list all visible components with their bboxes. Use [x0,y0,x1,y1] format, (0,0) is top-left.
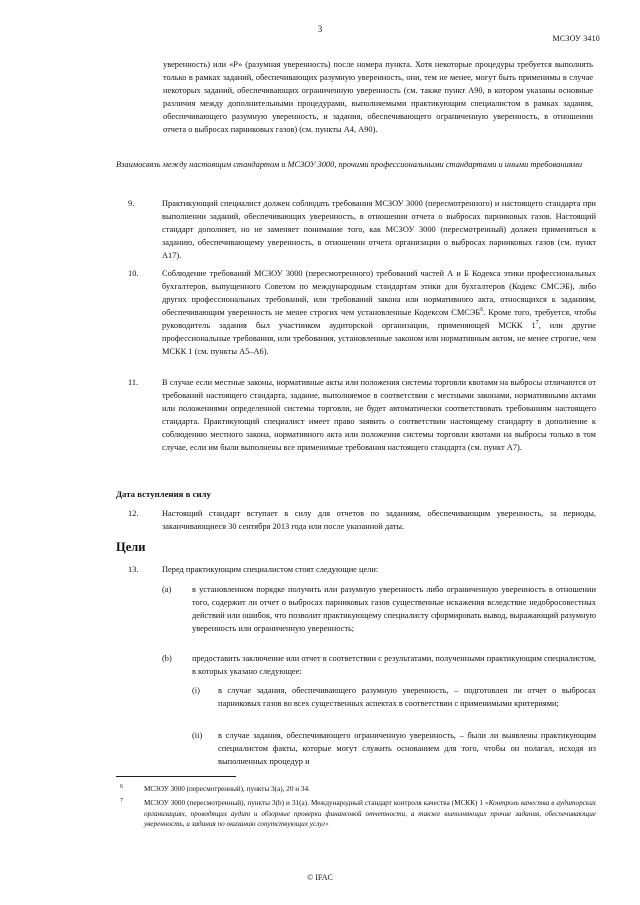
list-item-ii [192,729,596,768]
paragraph-10 [116,267,596,358]
continuation-paragraph: уверенность) или «Р» (разумная уверенность) после номера пункта. Хотя некоторые процедуры требуется выполнять только в рамках заданий, обеспечивающих разумную уверенность, они, тем не менее, могут быть применимы в случае некоторых заданий, обеспечивающих ограниченную уверенность (см. также пункт А90, в котором указаны основные различия между дополнительными процедурами, выполняемыми практикующим специалистом в рамках задания, обеспечивающего разумную уверенность, и задания, обеспечивающего ограниченную уверенность, в отношении отчета о выбросах парниковых газов) (см. пункты А4, А90). [163,60,593,134]
list-label: (i) [192,686,200,695]
footnote-text: МСЗОУ 3000 (пересмотренный), пункты 3(а), 20 и 34. [144,785,310,793]
list-text: в случае задания, обеспечивающего ограниченную уверенность, – были ли выявлены практикующим специалистом факты, которые могут служить основанием для того, чтобы он полагал, исходя из выполненных процедур и [218,731,596,766]
footnote-ref-6[interactable]: 6 [480,307,484,314]
paragraph-number: 10. [128,269,139,278]
copyright-footer: © IFAC [307,873,333,882]
document-code: МСЗОУ 3410 [552,34,600,43]
footnote-ref-7[interactable]: 7 [535,320,539,327]
paragraph-12 [116,507,596,533]
paragraph-text: Настоящий стандарт вступает в силу для отчетов по заданиям, обеспечивающим уверенность, за периоды, заканчивающиеся 30 сентября 2013 года или после указанной даты. [162,509,596,531]
footnote-divider [116,776,236,777]
footnote-text: МСЗОУ 3000 (пересмотренный), пункты 3(b) и 31(а). Международный стандарт контроля качества (МСКК) 1 «Контроль качества в аудиторских организациях, проводящих аудит и обзорные проверки финансовой отчетности, а также выполняющих прочие задания, обеспечивающие уверенность, и задания по оказанию сопутствующих услуг» [144,799,596,828]
list-item-b [162,652,596,678]
footnote-7 [116,798,596,830]
footnote-mark: 7 [120,798,123,804]
section-subheading: Взаимосвязь между настоящим стандартом и МСЗОУ 3000, прочими профессиональными стандартами и иными требованиями [116,160,583,169]
list-label: (b) [162,654,172,663]
paragraph-13 [116,563,596,576]
list-text: в установленном порядке получить или разумную уверенность либо ограниченную уверенность в отношении того, содержит ли отчет о выбросах парниковых газов существенные искажения вследствие недобросовестных действий или ошибок, что позволит практикующему специалисту сформировать вывод, выражающий разумную уверенность или ограниченную уверенность; [192,585,596,633]
paragraph-number: 12. [128,509,139,518]
heading-effective-date: Дата вступления в силу [116,489,211,499]
paragraph-text: В случае если местные законы, нормативные акты или положения системы торговли квотами на выбросы отличаются от требований настоящего стандарта, задание, выполняемое в соответствии с местными законами, нормативными актами или положениями определенной системы торговли, не будет автоматически соответствовать требованиям настоящего стандарта. Практикующий специалист имеет право заявить о соответствии настоящему стандарту в дополнение к соблюдению местного закона, нормативного акта или положения системы торговли квотами на выбросы только в том случае, если им были выполнены все применимые требования настоящего стандарта (см. пункт А7). [162,378,596,452]
list-item-i [192,684,596,710]
paragraph-number: 11. [128,378,139,387]
paragraph-9 [116,197,596,262]
footnote-mark: 6 [120,784,123,790]
paragraph-11 [116,376,596,454]
page-number: 3 [317,24,323,34]
paragraph-number: 9. [128,199,135,208]
list-text: предоставить заключение или отчет в соответствии с результатами, полученными практикующим специалистом, в которых указано следующее: [192,654,596,676]
paragraph-text: Перед практикующим специалистом стоят следующие цели: [162,565,379,574]
paragraph-number: 13. [128,565,139,574]
footnote-6 [116,784,596,795]
list-label: (ii) [192,731,203,740]
paragraph-text: Соблюдение требований МСЗОУ 3000 (пересмотренного) требований частей А и Б Кодекса этики профессиональных бухгалтеров, выпущенного Советом по международным стандартам этики для бухгалтеров (Кодекс СМСЭБ), либо других профессиональных требований, или требований закона или нормативного акта, относящихся к заданиям, обеспечивающим уверенность не менее строгих чем установленные Кодексом СМСЭБ$^6$. Кроме того, требуется, чтобы руководитель задания был участником аудиторской организации, применяющей МСКК $1^7$, или другие профессиональные требования, или требования, установленные законом или нормативным актом, не менее строгие, чем МСКК 1 (см. пункты А5–А6). [162,269,596,356]
list-item-a [162,583,596,635]
list-text: в случае задания, обеспечивающего разумную уверенность, – подготовлен ли отчет о выбросах парниковых газов во всех существенных аспектах в соответствии с применимыми критериями; [218,686,596,708]
paragraph-text: Практикующий специалист должен соблюдать требования МСЗОУ 3000 (пересмотренного) и настоящего стандарта при выполнении заданий, обеспечивающих уверенность, в отношении отчета о выбросах парниковых газов. Настоящий стандарт дополняет, но не заменяет понимание того, как МСЗОУ 3000 (пересмотренный) должен применяться к заданию, обеспечивающему уверенность, в отношении отчета организации о выбросах парниковых газов (см. пункт А17). [162,199,596,260]
list-label: (a) [162,585,172,594]
heading-goals: Цели [116,540,146,554]
